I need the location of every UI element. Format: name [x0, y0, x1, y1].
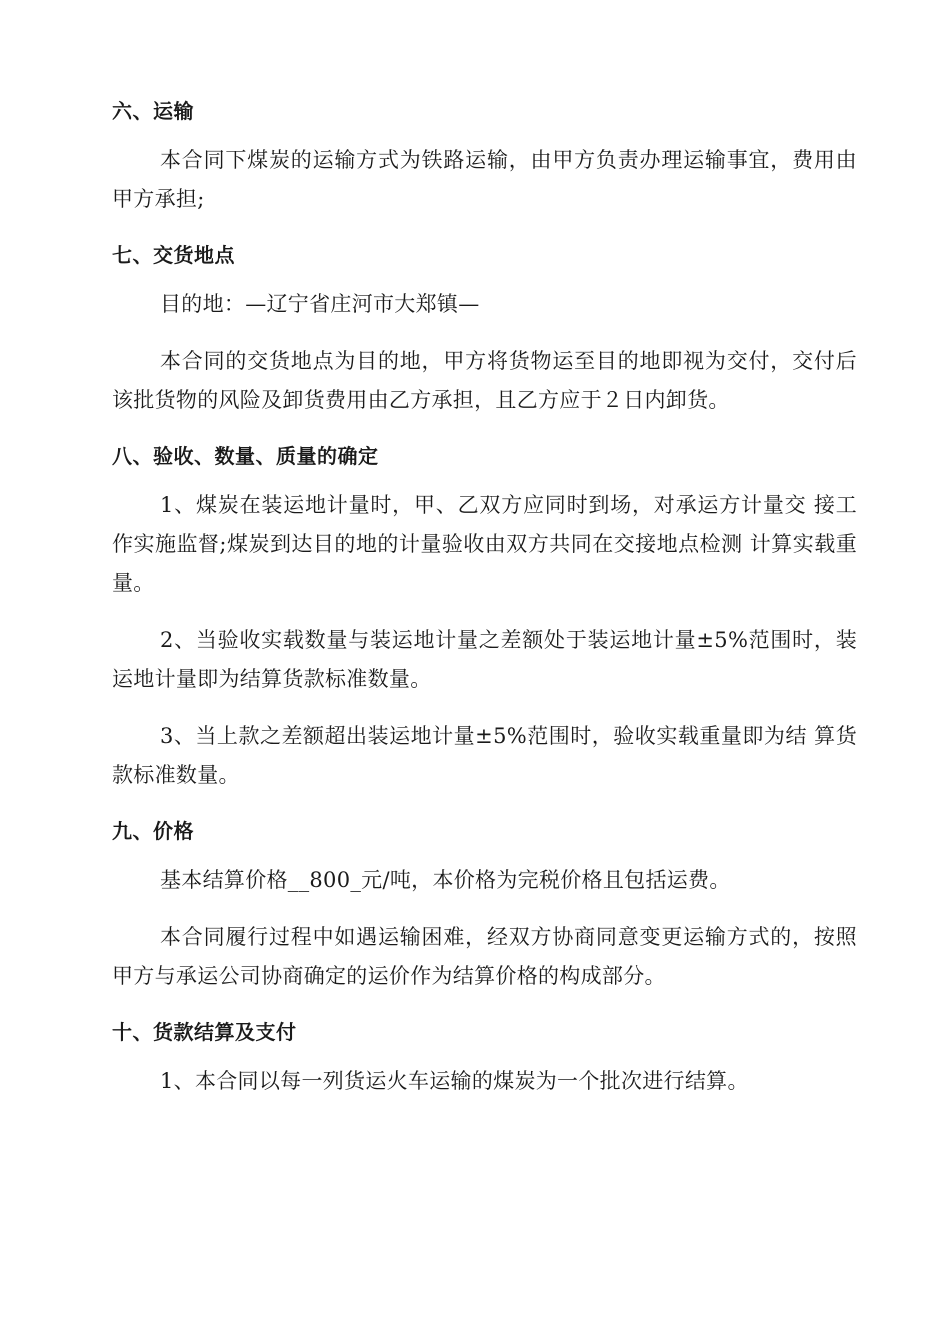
paragraph-payment-1: 1、本合同以每一列货运火车运输的煤炭为一个批次进行结算。 [160, 1069, 749, 1093]
paragraph-acceptance-1: 1、煤炭在装运地计量时，甲、乙双方应同时到场，对承运方计量交 接工作实施监督;煤炭到达目的地的计量验收由双方共同在交接地点检测 计算实载重量。 [112, 493, 858, 595]
paragraph-price-adjustment: 本合同履行过程中如遇运输困难，经双方协商同意变更运输方式的，按照甲方与承运公司协商确定的运价作为结算价格的构成部分。 [112, 925, 857, 988]
section-heading-price: 九、价格 [112, 819, 194, 843]
document-page [112, 92, 857, 1101]
paragraph-acceptance-2: 2、当验收实载数量与装运地计量之差额处于装运地计量±5%范围时，装运地计量即为结算货款标准数量。 [112, 628, 857, 691]
paragraph-transport-method: 本合同下煤炭的运输方式为铁路运输，由甲方负责办理运输事宜，费用由甲方承担; [112, 148, 857, 211]
paragraph-acceptance-3: 3、当上款之差额超出装运地计量±5%范围时，验收实载重量即为结 算货款标准数量。 [112, 724, 857, 787]
paragraph-base-price: 基本结算价格__800_元/吨，本价格为完税价格且包括运费。 [160, 868, 731, 892]
section-heading-delivery-location: 七、交货地点 [112, 243, 235, 267]
section-heading-transport: 六、运输 [112, 99, 194, 123]
paragraph-delivery-terms: 本合同的交货地点为目的地，甲方将货物运至目的地即视为交付，交付后该批货物的风险及卸货费用由乙方承担，且乙方应于２日内卸货。 [112, 349, 857, 412]
section-heading-payment: 十、货款结算及支付 [112, 1020, 297, 1044]
paragraph-destination: 目的地：—辽宁省庄河市大郑镇— [160, 292, 480, 316]
section-heading-acceptance: 八、验收、数量、质量的确定 [112, 444, 379, 468]
